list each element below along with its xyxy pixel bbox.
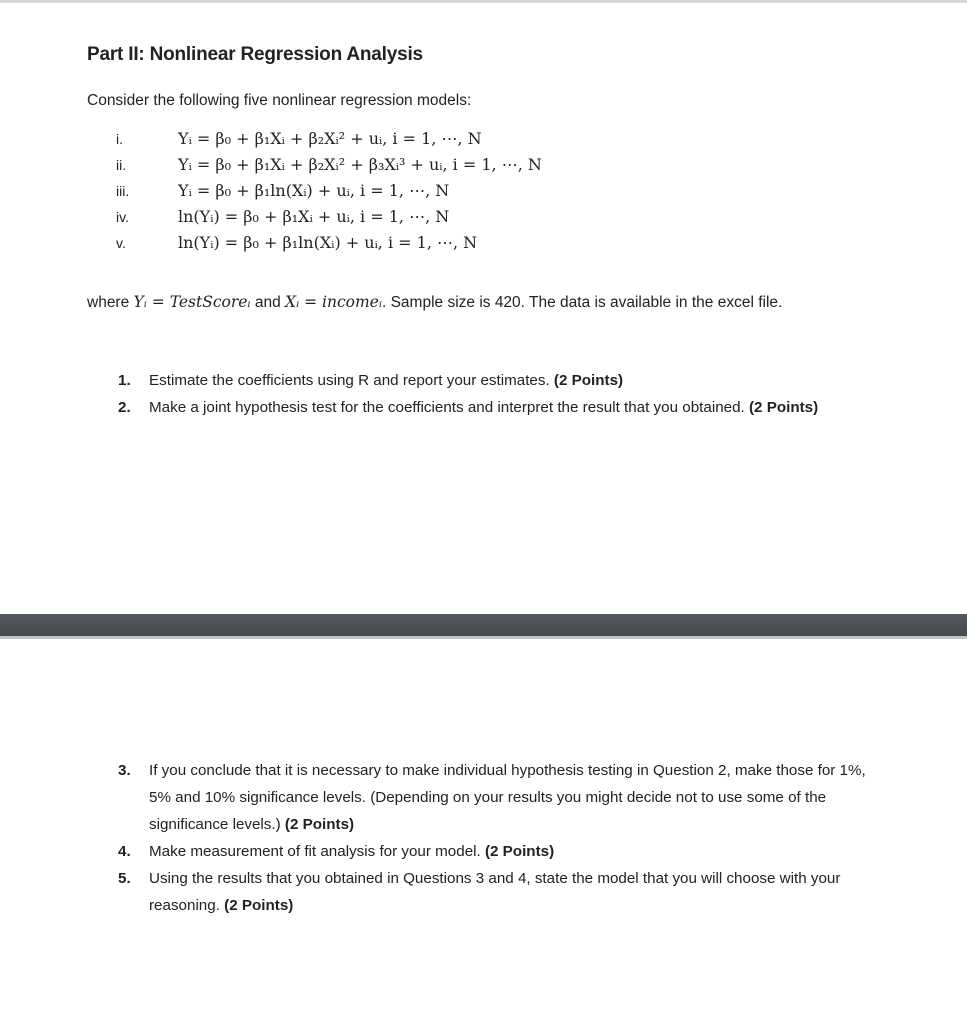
y-definition: Yᵢ = TestScoreᵢ (133, 293, 251, 311)
question-number: 3. (118, 762, 131, 779)
intro-text: Consider the following five nonlinear regression models: (87, 92, 472, 109)
variable-definition (87, 289, 877, 316)
question-points: (2 Points) (553, 372, 624, 389)
model-label: ii. (116, 157, 127, 173)
question-item (118, 865, 868, 919)
question-points: (2 Points) (224, 897, 294, 914)
question-list-page-1 (118, 367, 868, 421)
model-equation: Yᵢ = β₀ + β₁Xᵢ + β₂Xᵢ² + uᵢ, i = 1, ⋯, N (178, 129, 482, 148)
question-points: (2 Points) (484, 843, 555, 860)
model-label: v. (116, 235, 126, 251)
question-points: (2 Points) (748, 399, 819, 416)
model-equation: ln(Yᵢ) = β₀ + β₁ln(Xᵢ) + uᵢ, i = 1, ⋯, N (178, 233, 478, 252)
where-prefix: where (87, 294, 134, 311)
question-number: 1. (118, 372, 131, 389)
page-separator (0, 614, 967, 636)
question-text: If you conclude that it is necessary to make individual hypothesis testing in Question 2, make those for 1%, 5% and 10% significance levels. (Depending on your results you might decide not to use some of the significance levels.) (149, 762, 866, 833)
question-number: 4. (118, 843, 131, 860)
where-and: and (250, 294, 286, 311)
question-text: Using the results that you obtained in Questions 3 and 4, state the model that you will choose with your reasoning. (149, 870, 841, 914)
question-item (118, 757, 868, 838)
question-text: Make measurement of fit analysis for your model. (149, 843, 485, 860)
question-text: Estimate the coefficients using R and report your estimates. (149, 372, 554, 389)
x-definition: Xᵢ = incomeᵢ (285, 293, 382, 311)
question-text: Make a joint hypothesis test for the coefficients and interpret the result that you obtained. (149, 399, 749, 416)
section-title: Part II: Nonlinear Regression Analysis (87, 44, 423, 65)
question-item (118, 394, 868, 421)
model-equation: ln(Yᵢ) = β₀ + β₁Xᵢ + uᵢ, i = 1, ⋯, N (178, 207, 450, 226)
model-equation: Yᵢ = β₀ + β₁Xᵢ + β₂Xᵢ² + β₃Xᵢ³ + uᵢ, i = 1, ⋯, N (178, 155, 542, 174)
where-suffix: . Sample size is 420. The data is available in the excel file. (381, 294, 783, 311)
question-points: (2 Points) (284, 816, 355, 833)
question-number: 5. (118, 870, 131, 887)
question-item (118, 367, 868, 394)
question-number: 2. (118, 399, 131, 416)
model-equation: Yᵢ = β₀ + β₁ln(Xᵢ) + uᵢ, i = 1, ⋯, N (178, 181, 450, 200)
model-label: i. (116, 131, 123, 147)
model-label: iv. (116, 209, 129, 225)
model-label: iii. (116, 183, 130, 199)
question-list-page-2 (118, 757, 868, 919)
question-item (118, 838, 868, 865)
